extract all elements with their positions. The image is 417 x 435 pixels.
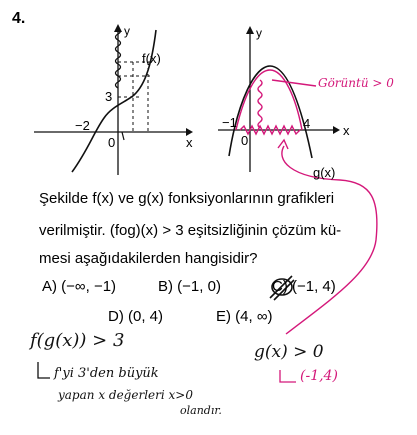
option-e[interactable]: E) (4, ∞) xyxy=(216,308,273,325)
hook-arrow-left xyxy=(38,362,50,378)
hand-graph-note: Görüntü > 0 xyxy=(318,76,394,90)
graph-f xyxy=(34,24,193,175)
hand-note1: f'yi 3'den büyük xyxy=(54,366,159,381)
question-number: 4. xyxy=(12,10,26,27)
g-y-label: y xyxy=(256,26,262,40)
g-pen-vertical-squiggle xyxy=(258,80,262,128)
f-tick-neg2: −2 xyxy=(75,118,90,133)
hand-answer: (-1,4) xyxy=(300,368,338,384)
question-line-1: Şekilde f(x) ve g(x) fonksiyonlarının grafikleri xyxy=(39,190,335,207)
option-a[interactable]: A) (−∞, −1) xyxy=(42,278,117,295)
g-x-arrow xyxy=(333,126,340,134)
hook-arrow-right xyxy=(280,370,296,382)
f-x-label: x xyxy=(186,135,193,150)
g-origin: 0 xyxy=(241,133,249,148)
f-pen-tick xyxy=(122,132,124,140)
f-y-label: y xyxy=(124,24,130,38)
g-x-label: x xyxy=(343,123,350,138)
hand-note2: yapan x değerleri x>0 xyxy=(58,388,193,402)
option-d[interactable]: D) (0, 4) xyxy=(108,308,164,325)
option-c[interactable]: C) (−1, 4) xyxy=(272,278,336,295)
g-func-label: g(x) xyxy=(313,165,336,180)
question-line-3: mesi aşağıdakilerden hangisidir? xyxy=(39,250,258,267)
hand-note3: olandır. xyxy=(180,404,222,417)
g-tick-4: 4 xyxy=(303,116,311,131)
f-tick-3: 3 xyxy=(105,89,113,104)
option-b[interactable]: B) (−1, 0) xyxy=(158,278,221,295)
hand-eq2: g(x) > 0 xyxy=(254,342,324,362)
g-pen-arrow-line xyxy=(272,80,316,86)
g-tick-neg1: −1 xyxy=(222,115,237,130)
question-line-2: verilmiştir. (fog)(x) > 3 eşitsizliğinin çözüm kü- xyxy=(39,222,342,239)
g-pen-overtrace xyxy=(236,70,302,130)
g-y-arrow xyxy=(246,26,254,34)
f-func-label: f(x) xyxy=(142,51,161,66)
hand-eq1: f(g(x)) > 3 xyxy=(30,330,125,351)
graph-g xyxy=(218,26,340,172)
f-origin: 0 xyxy=(108,135,116,150)
